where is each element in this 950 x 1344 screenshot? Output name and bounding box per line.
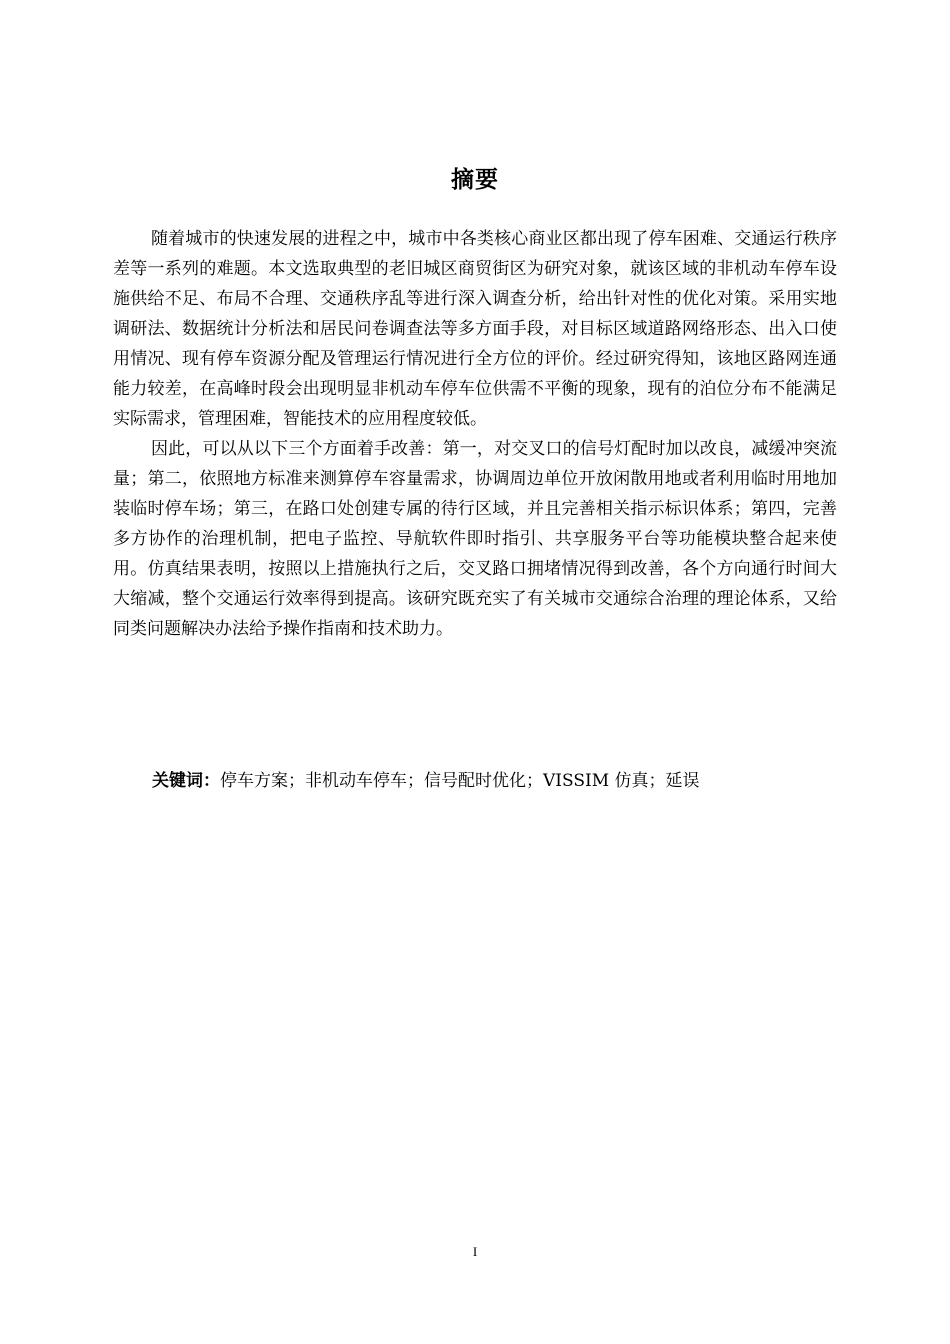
keywords-line xyxy=(152,766,842,796)
page-number: I xyxy=(472,1244,478,1259)
abstract-paragraph-1: 随着城市的快速发展的进程之中，城市中各类核心商业区都出现了停车困难、交通运行秩序差等一系列的难题。本文选取典型的老旧城区商贸街区为研究对象，就该区域的非机动车停车设施供给不足、布局不合理、交通秩序乱等进行深入调查分析，给出针对性的优化对策。采用实地调研法、数据统计分析法和居民问卷调查法等多方面手段，对目标区域道路网络形态、出入口使用情况、现有停车资源分配及管理运行情况进行全方位的评价。经过研究得知，该地区路网连通能力较差，在高峰时段会出现明显非机动车停车位供需不平衡的现象，现有的泊位分布不能满足实际需求，管理困难，智能技术的应用程度较低。 xyxy=(113,229,837,429)
keywords-label: 关键词： xyxy=(152,771,220,791)
abstract-title: 摘要 xyxy=(451,167,499,193)
abstract-body xyxy=(113,224,837,644)
abstract-paragraph-2: 因此，可以从以下三个方面着手改善：第一，对交叉口的信号灯配时加以改良，减缓冲突流量；第二，依照地方标准来测算停车容量需求，协调周边单位开放闲散用地或者利用临时用地加装临时停车场；第三，在路口处创建专属的待行区域，并且完善相关指示标识体系；第四，完善多方协作的治理机制，把电子监控、导航软件即时指引、共享服务平台等功能模块整合起来使用。仿真结果表明，按照以上措施执行之后，交叉路口拥堵情况得到改善，各个方向通行时间大大缩减，整个交通运行效率得到提高。该研究既充实了有关城市交通综合治理的理论体系，又给同类问题解决办法给予操作指南和技术助力。 xyxy=(113,439,837,639)
keywords-list: 停车方案；非机动车停车；信号配时优化；VISSIM 仿真；延误 xyxy=(220,771,700,791)
